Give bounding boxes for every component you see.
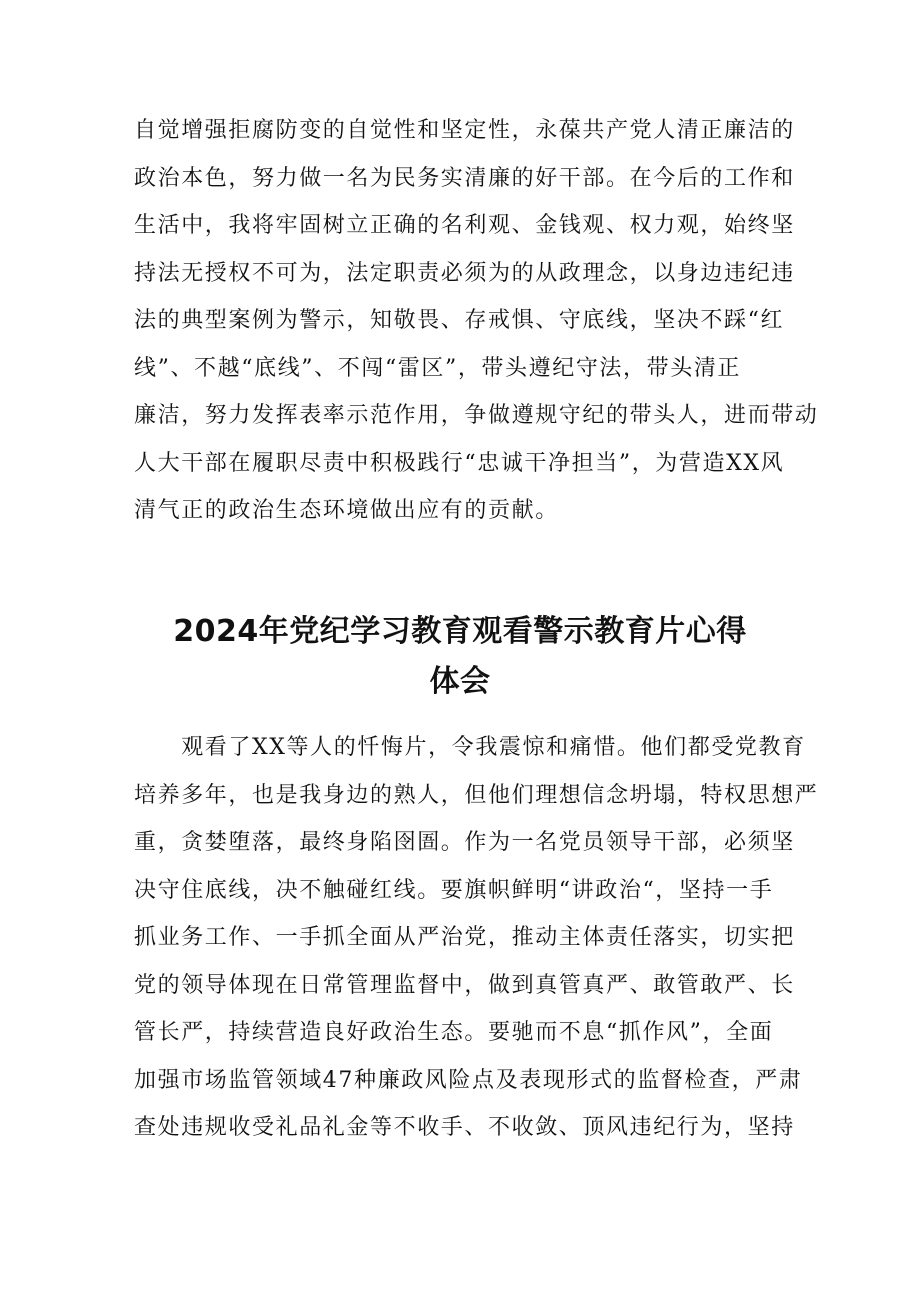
text-line: 生活中，我将牢固树立正确的名利观、金钱观、权力观，始终坚 (134, 213, 795, 238)
text-line: 培养多年，也是我身边的熟人，但他们理想信念坍塌，特权思想严 (134, 782, 819, 808)
text-line: 持法无授权不可为，法定职责必须为的从政理念，以身边违纪违 (134, 260, 795, 286)
title-line: 体会 (429, 664, 491, 700)
text-line: 查处违规收受礼品礼金等不收手、不收敛、顶风违纪行为，坚持 (134, 1115, 795, 1140)
text-line: 自觉增强拒腐防变的自觉性和坚定性，永葆共产党人清正廉洁的 (134, 118, 795, 143)
text-line: 线”、不越“底线”、不闯“雷区”，带头遵纪守法，带头清正 (134, 355, 742, 381)
text-line: 加强市场监管领域47种廉政风险点及表现形式的监督检查，严肃 (134, 1067, 803, 1093)
body-paragraph (134, 724, 819, 1152)
text-line: 决守住底线，决不触碰红线。要旗帜鲜明“讲政治“，坚持一手 (134, 877, 774, 903)
text-line: 抓业务工作、一手抓全面从严治党，推动主体责任落实，切实把 (134, 925, 795, 950)
page-title (100, 607, 820, 707)
text-line: 观看了XX等人的忏悔片，令我震惊和痛惜。他们都受党教育 (134, 735, 806, 760)
intro-paragraph (134, 107, 819, 535)
text-line: 廉洁，努力发挥表率示范作用，争做遵规守纪的带头人，进而带动 (134, 403, 819, 428)
text-line: 人大干部在履职尽责中积极践行“忠诚干净担当”，为营造XX风 (134, 450, 785, 476)
text-line: 政治本色，努力做一名为民务实清廉的好干部。在今后的工作和 (134, 165, 795, 191)
title-line: 2024年党纪学习教育观看警示教育片心得 (173, 614, 747, 650)
text-line: 管长严，持续营造良好政治生态。要驰而不息“抓作风”，全面 (134, 1020, 774, 1045)
text-line: 清气正的政治生态环境做出应有的贡献。 (134, 498, 559, 523)
text-line: 法的典型案例为警示，知敬畏、存戒惧、守底线，坚决不踩“红 (134, 308, 785, 333)
text-line: 党的领导体现在日常管理监督中，做到真管真严、敢管敢严、长 (134, 972, 795, 998)
text-line: 重，贪婪堕落，最终身陷囹圄。作为一名党员领导干部，必须坚 (134, 830, 795, 855)
